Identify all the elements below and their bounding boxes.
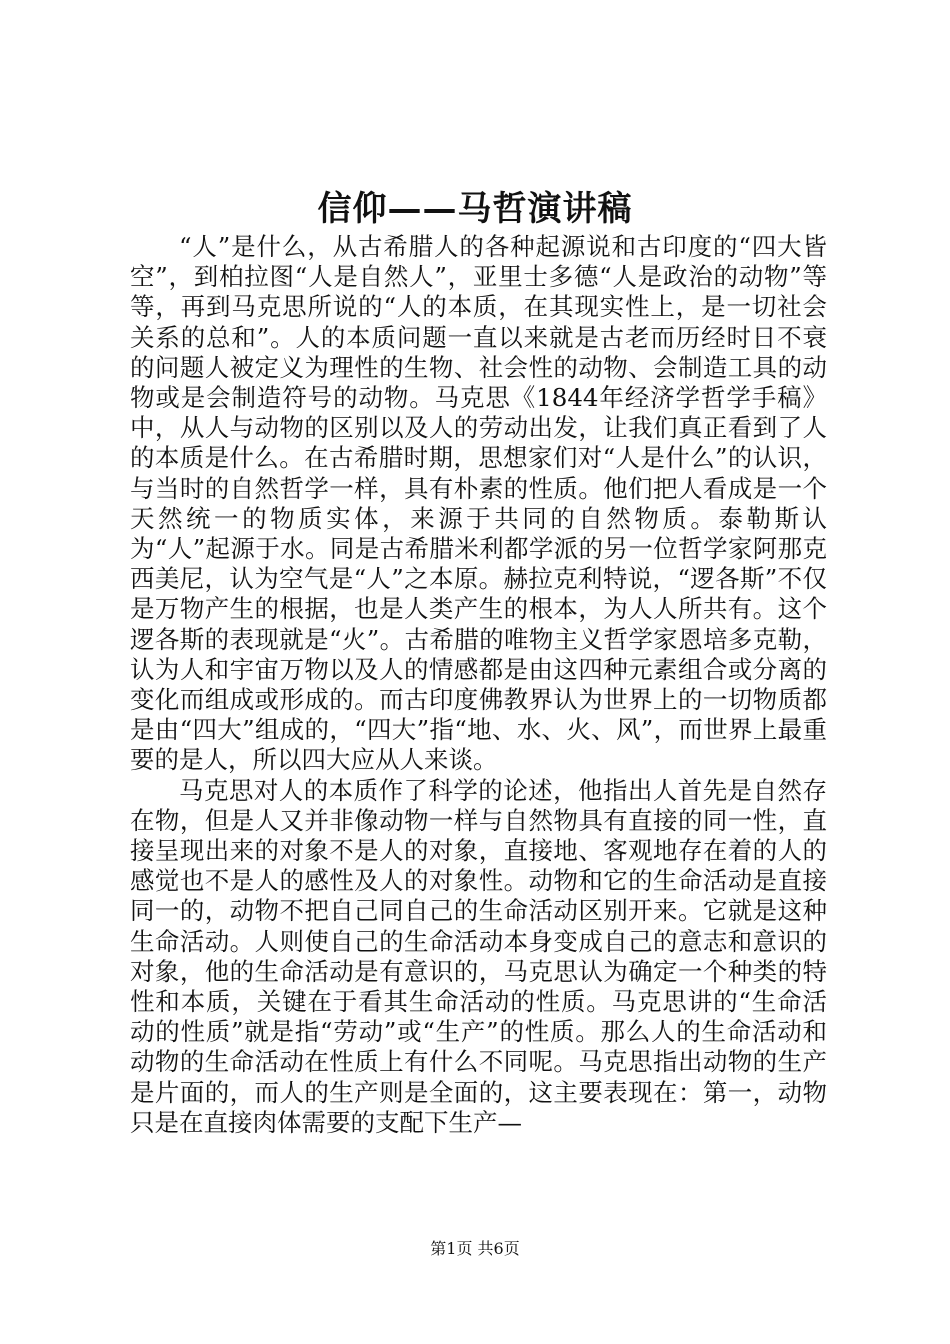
document-title: 信仰——马哲演讲稿 [317, 189, 633, 229]
document-body [130, 232, 827, 1138]
page-number-footer: 第1页 共6页 [430, 1239, 520, 1258]
paragraph-1: “人”是什么，从古希腊人的各种起源说和古印度的“四大皆空”，到柏拉图“人是自然人”，亚里士多德“人是政治的动物”等等，再到马克思所说的“人的本质，在其现实性上，是一切社会关系的总和”。人的本质问题一直以来就是古老而历经时日不衰的问题人被定义为理性的生物、社会性的动物、会制造工具的动物或是会制造符号的动物。马克思《1844年经济学哲学手稿》中，从人与动物的区别以及人的劳动出发，让我们真正看到了人的本质是什么。在古希腊时期，思想家们对“人是什么”的认识，与当时的自然哲学一样，具有朴素的性质。他们把人看成是一个天然统一的物质实体，来源于共同的自然物质。泰勒斯认为“人”起源于水。同是古希腊米利都学派的另一位哲学家阿那克西美尼，认为空气是“人”之本原。赫拉克利特说，“逻各斯”不仅是万物产生的根据，也是人类产生的根本，为人人所共有。这个逻各斯的表现就是“火”。古希腊的唯物主义哲学家恩培多克勒，认为人和宇宙万物以及人的情感都是由这四种元素组合或分离的变化而组成或形成的。而古印度佛教界认为世界上的一切物质都是由“四大”组成的，“四大”指“地、水、火、风”，而世界上最重要的是人，所以四大应从人来谈。 [130, 232, 827, 775]
paragraph-2: 马克思对人的本质作了科学的论述，他指出人首先是自然存在物，但是人又并非像动物一样与自然物具有直接的同一性，直接呈现出来的对象不是人的对象，直接地、客观地存在着的人的感觉也不是人的感性及人的对象性。动物和它的生命活动是直接同一的，动物不把自己同自己的生命活动区别开来。它就是这种生命活动。人则使自己的生命活动本身变成自己的意志和意识的对象，他的生命活动是有意识的，马克思认为确定一个种类的特性和本质，关键在于看其生命活动的性质。马克思讲的“生命活动的性质”就是指“劳动”或“生产”的性质。那么人的生命活动和动物的生命活动在性质上有什么不同呢。马克思指出动物的生产是片面的，而人的生产则是全面的，这主要表现在：第一，动物只是在直接肉体需要的支配下生产— [130, 775, 827, 1137]
